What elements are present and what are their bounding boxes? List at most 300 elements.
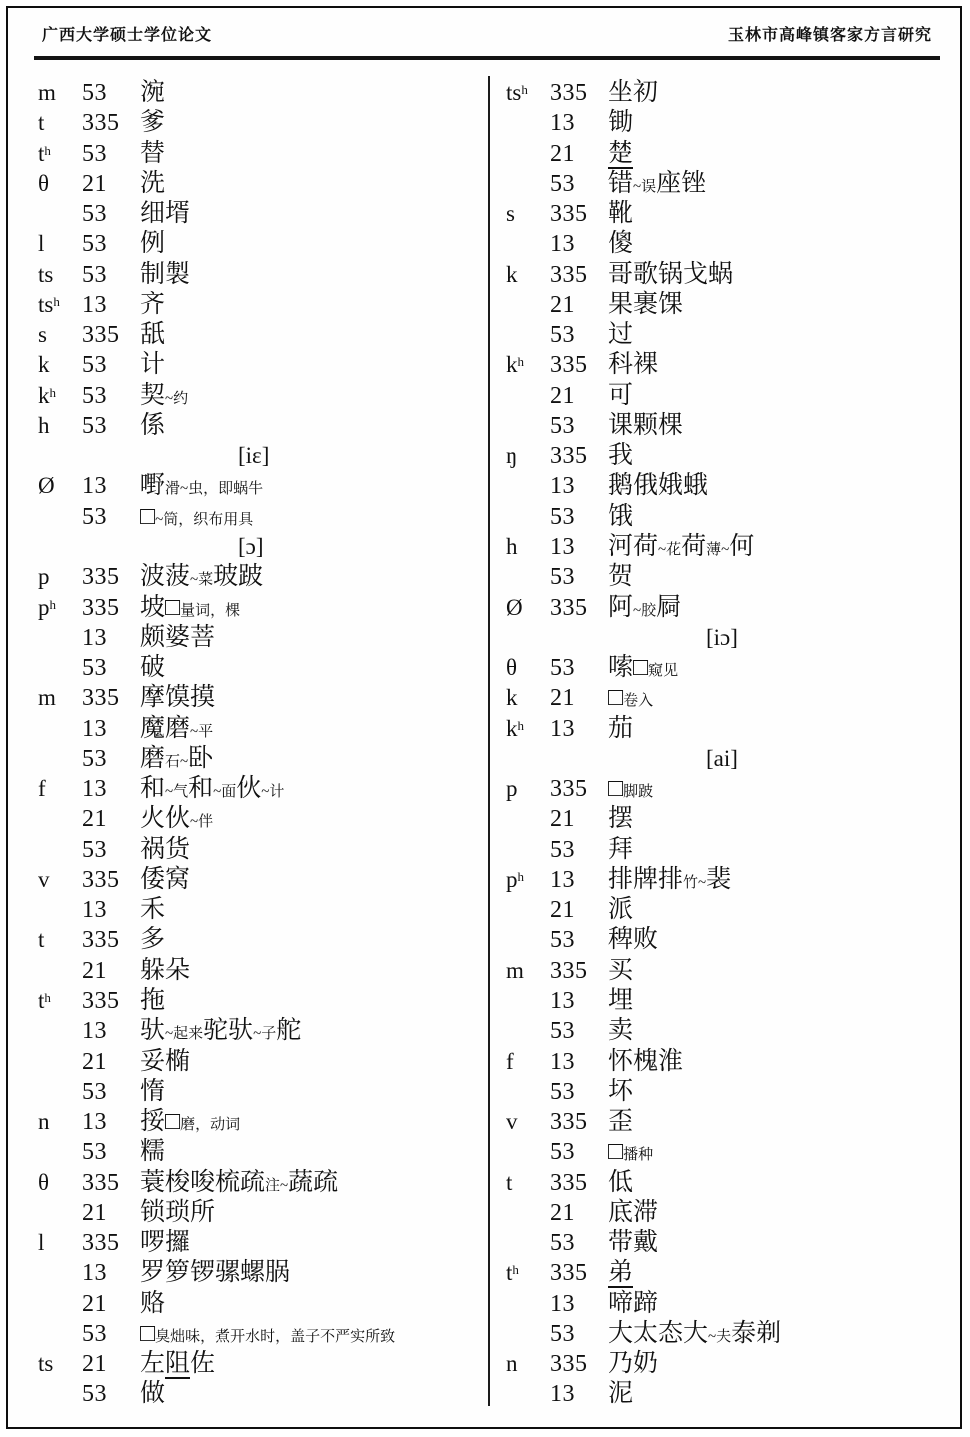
character-text: 错 <box>608 169 634 197</box>
entry-row <box>506 502 956 532</box>
entry-row <box>506 381 956 411</box>
initial-label: m <box>38 80 56 105</box>
character-list <box>608 1289 658 1322</box>
annotation-text: 播种 <box>623 1147 654 1164</box>
initial-superscript: h <box>44 989 51 1005</box>
character-text: 拜 <box>608 835 634 863</box>
tone-number: 53 <box>550 564 575 591</box>
entry-row <box>506 290 956 320</box>
annotation-text: ~面 <box>213 784 237 801</box>
entry-row <box>38 411 488 441</box>
initial-label: Ø <box>506 594 523 620</box>
character-text: 屙 <box>656 593 682 621</box>
annotation-text: 量词，棵 <box>180 602 241 619</box>
entry-row <box>38 1198 488 1228</box>
initial-label: f <box>38 776 46 802</box>
initial-label: k <box>506 261 518 287</box>
character-text: 果裹馃 <box>608 290 684 318</box>
tone-number: 13 <box>82 897 107 924</box>
character-list <box>608 1107 633 1140</box>
character-list <box>140 774 284 807</box>
character-list <box>140 744 213 777</box>
character-text: 磨 <box>140 744 166 772</box>
character-list <box>140 653 165 686</box>
character-text: 科裸 <box>608 351 659 379</box>
character-list <box>140 895 165 928</box>
character-list <box>608 1379 633 1412</box>
character-text: 茄 <box>608 714 634 742</box>
character-list <box>140 411 165 444</box>
character-text: 课颗棵 <box>608 411 684 439</box>
tone-number: 13 <box>550 473 575 500</box>
initial-superscript: h <box>49 384 56 400</box>
character-text: 坡□ <box>140 593 181 621</box>
initial-label: $t^h$ <box>38 140 51 166</box>
character-text: 做 <box>140 1380 166 1408</box>
entry-row <box>38 653 488 683</box>
annotation-text: 窥见 <box>648 663 679 680</box>
annotation-text: ~菜 <box>190 572 214 589</box>
tone-number: 335 <box>82 866 120 893</box>
character-list <box>140 986 165 1019</box>
character-text: 阻 <box>165 1350 191 1378</box>
tone-number: 53 <box>82 231 107 258</box>
initial-label: l <box>38 231 45 257</box>
initial-label: p <box>506 776 518 802</box>
character-list <box>140 320 165 353</box>
character-list <box>608 532 754 565</box>
initial-label: l <box>38 1230 45 1256</box>
character-text: 齐 <box>140 290 166 318</box>
character-text: 稗败 <box>608 926 659 954</box>
tone-number: 53 <box>82 836 107 863</box>
entry-row <box>506 169 956 199</box>
entry-row <box>506 653 956 683</box>
tone-number: 21 <box>82 806 107 833</box>
character-text: 驮 <box>140 1017 166 1045</box>
entry-row <box>38 471 488 501</box>
initial-superscript: h <box>517 354 524 370</box>
character-list <box>608 1047 683 1080</box>
character-list <box>608 381 633 414</box>
character-text: 嘢 <box>140 472 166 500</box>
character-list <box>140 1379 165 1412</box>
entry-row <box>506 1137 956 1167</box>
initial-label: $p^h$ <box>506 866 524 892</box>
character-list <box>140 1047 190 1080</box>
character-list <box>140 714 213 747</box>
character-list <box>608 108 633 141</box>
tone-number: 335 <box>82 927 120 954</box>
character-list <box>140 835 190 868</box>
character-text: 契 <box>140 381 166 409</box>
entry-row <box>38 139 488 169</box>
rime-label: [iɛ] <box>238 443 270 469</box>
character-text: 火伙 <box>140 805 191 833</box>
character-text: 我 <box>608 442 634 470</box>
entry-row <box>38 78 488 108</box>
character-text: 替 <box>140 139 166 167</box>
initial-label: n <box>38 1109 50 1135</box>
character-text: 係 <box>140 411 166 439</box>
tone-number: 13 <box>82 291 107 318</box>
tone-number: 53 <box>550 655 575 682</box>
initial-label: θ <box>38 1169 50 1195</box>
tone-number: 53 <box>82 1078 107 1105</box>
character-text: 鹅俄娥蛾 <box>608 472 709 500</box>
tone-number: 13 <box>82 1109 107 1136</box>
tone-number: 53 <box>82 412 107 439</box>
initial-superscript: h <box>521 82 528 97</box>
tone-number: 21 <box>82 957 107 984</box>
annotation-text: ~花 <box>658 541 682 558</box>
character-text: 歪 <box>608 1108 634 1136</box>
entry-row <box>506 835 956 865</box>
tone-number: 335 <box>82 564 120 591</box>
character-list <box>608 1168 633 1201</box>
character-text: 爹 <box>140 109 166 137</box>
annotation-text: ~夫 <box>708 1328 732 1345</box>
initial-label: Ø <box>38 473 55 499</box>
tone-number: 53 <box>550 412 575 439</box>
tone-number: 335 <box>550 1260 588 1287</box>
character-text: 可 <box>608 381 634 409</box>
annotation-text: ~气 <box>165 784 189 801</box>
character-list <box>608 925 658 958</box>
character-list <box>140 1107 240 1140</box>
entry-row <box>506 1289 956 1319</box>
tone-number: 21 <box>550 291 575 318</box>
tone-number: 21 <box>550 382 575 409</box>
character-text: 派 <box>608 896 634 924</box>
tone-number: 13 <box>550 1290 575 1317</box>
character-text: 佐 <box>190 1350 216 1378</box>
entry-row <box>506 1198 956 1228</box>
initial-label: ŋ <box>506 443 518 469</box>
character-text: 禾 <box>140 896 166 924</box>
initial-label: t <box>38 927 45 953</box>
character-list <box>608 320 633 353</box>
entry-row <box>38 320 488 350</box>
rime-section-header <box>38 441 488 471</box>
tone-number: 335 <box>550 1169 588 1196</box>
character-text: 舐 <box>140 321 166 349</box>
character-text: 哥歌锅戈蜗 <box>608 260 734 288</box>
tone-number: 53 <box>550 1139 575 1166</box>
character-text: 波菠 <box>140 563 191 591</box>
character-list <box>608 835 633 868</box>
initial-label: v <box>38 866 50 892</box>
entry-row <box>38 108 488 138</box>
character-list <box>608 139 633 172</box>
rime-section-header <box>506 623 956 653</box>
character-list <box>608 290 683 323</box>
tone-number: 335 <box>82 322 120 349</box>
initial-label: v <box>506 1109 518 1135</box>
entry-row <box>38 925 488 955</box>
entry-row <box>506 562 956 592</box>
character-text: 埋 <box>608 986 634 1014</box>
entry-row <box>506 199 956 229</box>
entry-row <box>506 804 956 834</box>
character-text: □ <box>608 1138 624 1166</box>
rime-label: [iɔ] <box>706 624 738 650</box>
character-list <box>608 1349 658 1382</box>
character-text: 躲朵 <box>140 956 191 984</box>
tone-number: 53 <box>82 745 107 772</box>
character-list <box>140 623 215 656</box>
character-text: 过 <box>608 321 634 349</box>
tone-number: 13 <box>82 715 107 742</box>
character-text: □ <box>140 502 156 530</box>
entry-row <box>506 1107 956 1137</box>
tone-number: 13 <box>82 473 107 500</box>
tone-number: 53 <box>550 836 575 863</box>
character-list <box>140 169 165 202</box>
initial-label: n <box>506 1351 518 1377</box>
character-text: 乃奶 <box>608 1350 659 1378</box>
column-divider <box>488 76 490 1406</box>
character-text: 妥椭 <box>140 1047 191 1075</box>
annotation-text: ~约 <box>165 390 189 407</box>
running-head <box>8 22 960 48</box>
tone-number: 335 <box>550 594 588 621</box>
character-text: 阿 <box>608 593 634 621</box>
entry-row <box>506 1228 956 1258</box>
character-text: 荷 <box>681 532 707 560</box>
initial-superscript: h <box>44 142 51 158</box>
entry-row <box>38 1379 488 1409</box>
initial-label: m <box>506 957 524 983</box>
character-text: □ <box>608 775 624 803</box>
character-list <box>140 229 165 262</box>
character-text: 魔磨 <box>140 714 191 742</box>
entry-row <box>506 441 956 471</box>
character-list <box>140 1349 215 1382</box>
tone-number: 335 <box>550 261 588 288</box>
character-text: 破 <box>140 654 166 682</box>
tone-number: 53 <box>550 927 575 954</box>
character-list <box>140 139 165 172</box>
annotation-text: 竹~ <box>683 874 707 891</box>
entry-row <box>506 1168 956 1198</box>
character-text: 惰 <box>140 1077 166 1105</box>
tone-number: 335 <box>82 1230 120 1257</box>
character-list <box>140 199 190 232</box>
entry-row <box>506 532 956 562</box>
initial-label: $k^h$ <box>38 382 56 408</box>
entry-row <box>38 1168 488 1198</box>
tone-number: 13 <box>82 1018 107 1045</box>
tone-number: 335 <box>550 957 588 984</box>
entry-row <box>38 502 488 532</box>
character-list <box>608 1319 781 1352</box>
character-list <box>140 925 165 958</box>
tone-number: 53 <box>550 1230 575 1257</box>
tone-number: 21 <box>550 897 575 924</box>
character-text: 河荷 <box>608 532 659 560</box>
entry-row <box>506 1077 956 1107</box>
tone-number: 13 <box>82 1260 107 1287</box>
entry-row <box>506 229 956 259</box>
entry-row <box>38 1077 488 1107</box>
entry-row <box>506 1319 956 1349</box>
initial-superscript: h <box>517 868 524 884</box>
annotation-text: ~伴 <box>190 814 214 831</box>
entry-row <box>506 260 956 290</box>
initial-label: θ <box>506 655 518 681</box>
tone-number: 335 <box>550 80 588 106</box>
tone-number: 13 <box>550 1048 575 1075</box>
initial-label: θ <box>38 170 50 196</box>
character-list <box>140 290 165 323</box>
initial-label: s <box>38 322 47 348</box>
character-text: 排牌排 <box>608 865 684 893</box>
entry-row <box>38 229 488 259</box>
tone-number: 13 <box>550 987 575 1014</box>
initial-label: $k^h$ <box>506 352 524 378</box>
tone-number: 21 <box>550 685 575 712</box>
character-text: 买 <box>608 956 634 984</box>
character-list <box>608 471 708 504</box>
entry-row <box>38 1289 488 1319</box>
tone-number: 21 <box>550 806 575 833</box>
entry-row <box>506 986 956 1016</box>
character-list <box>140 1137 165 1170</box>
initial-label: $ts^h$ <box>506 80 528 105</box>
tone-number: 21 <box>82 170 107 197</box>
character-list <box>608 1016 633 1049</box>
tone-number: 13 <box>82 624 107 651</box>
entry-row <box>38 260 488 290</box>
character-list <box>140 683 215 716</box>
character-text: 左 <box>140 1350 166 1378</box>
tone-number: 21 <box>82 1199 107 1226</box>
character-text: 卧 <box>188 744 214 772</box>
character-text: 座锉 <box>656 169 707 197</box>
entry-row <box>506 320 956 350</box>
character-list <box>608 593 681 626</box>
character-text: 锁琐所 <box>140 1198 216 1226</box>
character-text: 泥 <box>608 1380 634 1408</box>
tone-number: 335 <box>550 1109 588 1136</box>
initial-superscript: h <box>53 293 60 309</box>
tone-number: 335 <box>82 987 120 1014</box>
tone-number: 13 <box>550 110 575 137</box>
annotation-text: 脚跛 <box>623 784 654 801</box>
character-list <box>608 804 633 837</box>
entry-row <box>506 895 956 925</box>
tone-number: 53 <box>550 503 575 530</box>
character-list <box>608 956 633 989</box>
tone-number: 53 <box>82 1139 107 1166</box>
tone-number: 53 <box>550 170 575 197</box>
annotation-text: ~起来 <box>165 1026 204 1043</box>
character-text: 倭窝 <box>140 865 191 893</box>
initial-superscript: h <box>49 596 56 612</box>
character-text: □ <box>608 684 624 712</box>
entry-row <box>38 986 488 1016</box>
rime-section-header <box>506 744 956 774</box>
entry-row <box>38 1228 488 1258</box>
tone-number: 53 <box>82 140 107 167</box>
initial-label: s <box>506 201 515 227</box>
character-text: 怀槐淮 <box>608 1047 684 1075</box>
entry-row <box>38 1349 488 1379</box>
character-text: 摩馍摸 <box>140 684 216 712</box>
initial-label: p <box>38 564 50 590</box>
entry-row <box>38 381 488 411</box>
character-list <box>140 1198 215 1231</box>
entry-row <box>506 774 956 804</box>
character-list <box>608 1258 633 1291</box>
entry-row <box>38 1137 488 1167</box>
character-list <box>608 411 683 444</box>
character-list <box>140 593 240 626</box>
character-list <box>608 895 633 928</box>
character-list <box>140 1228 190 1261</box>
initial-label: ts <box>38 1351 54 1377</box>
tone-number: 53 <box>82 1381 107 1408</box>
tone-number: 13 <box>82 776 107 803</box>
entry-row <box>38 623 488 653</box>
character-text: 例 <box>140 230 166 258</box>
character-text: 蔬疏 <box>288 1168 339 1196</box>
annotation-text: ~误 <box>633 178 657 195</box>
entry-row <box>38 1258 488 1288</box>
character-list <box>608 683 653 716</box>
character-list <box>140 1016 301 1049</box>
character-text: 坏 <box>608 1077 634 1105</box>
tone-number: 335 <box>82 1169 120 1196</box>
character-text: 细壻 <box>140 200 191 228</box>
left-column <box>38 78 488 1410</box>
character-list <box>608 1077 633 1110</box>
entry-row <box>506 411 956 441</box>
character-list <box>140 1289 165 1322</box>
initial-superscript: h <box>517 717 524 733</box>
character-text: 摆 <box>608 805 634 833</box>
character-text: 挼□ <box>140 1108 181 1136</box>
entry-row <box>506 108 956 138</box>
character-text: 和 <box>188 775 214 803</box>
initial-label: m <box>38 685 56 711</box>
entry-row <box>38 1016 488 1046</box>
entry-row <box>506 865 956 895</box>
right-column <box>506 78 956 1410</box>
entry-row <box>506 78 956 108</box>
initial-label: k <box>38 352 50 378</box>
character-text: 坐初 <box>608 79 659 106</box>
tone-number: 21 <box>82 1351 107 1378</box>
character-list <box>140 562 263 595</box>
tone-number: 335 <box>550 443 588 470</box>
character-text: 啼蹄 <box>608 1289 659 1317</box>
initial-label: $k^h$ <box>506 715 524 741</box>
character-list <box>140 1319 395 1352</box>
entry-row <box>38 593 488 623</box>
character-text: 啰攞 <box>140 1229 191 1257</box>
tone-number: 53 <box>550 1018 575 1045</box>
character-list <box>608 1198 658 1231</box>
character-text: 多 <box>140 926 166 954</box>
rime-label: [ɔ] <box>238 533 264 559</box>
entry-row <box>506 1349 956 1379</box>
initial-label: ts <box>38 261 54 287</box>
tone-number: 13 <box>550 1381 575 1408</box>
character-text: 靴 <box>608 200 634 228</box>
character-list <box>140 350 165 383</box>
